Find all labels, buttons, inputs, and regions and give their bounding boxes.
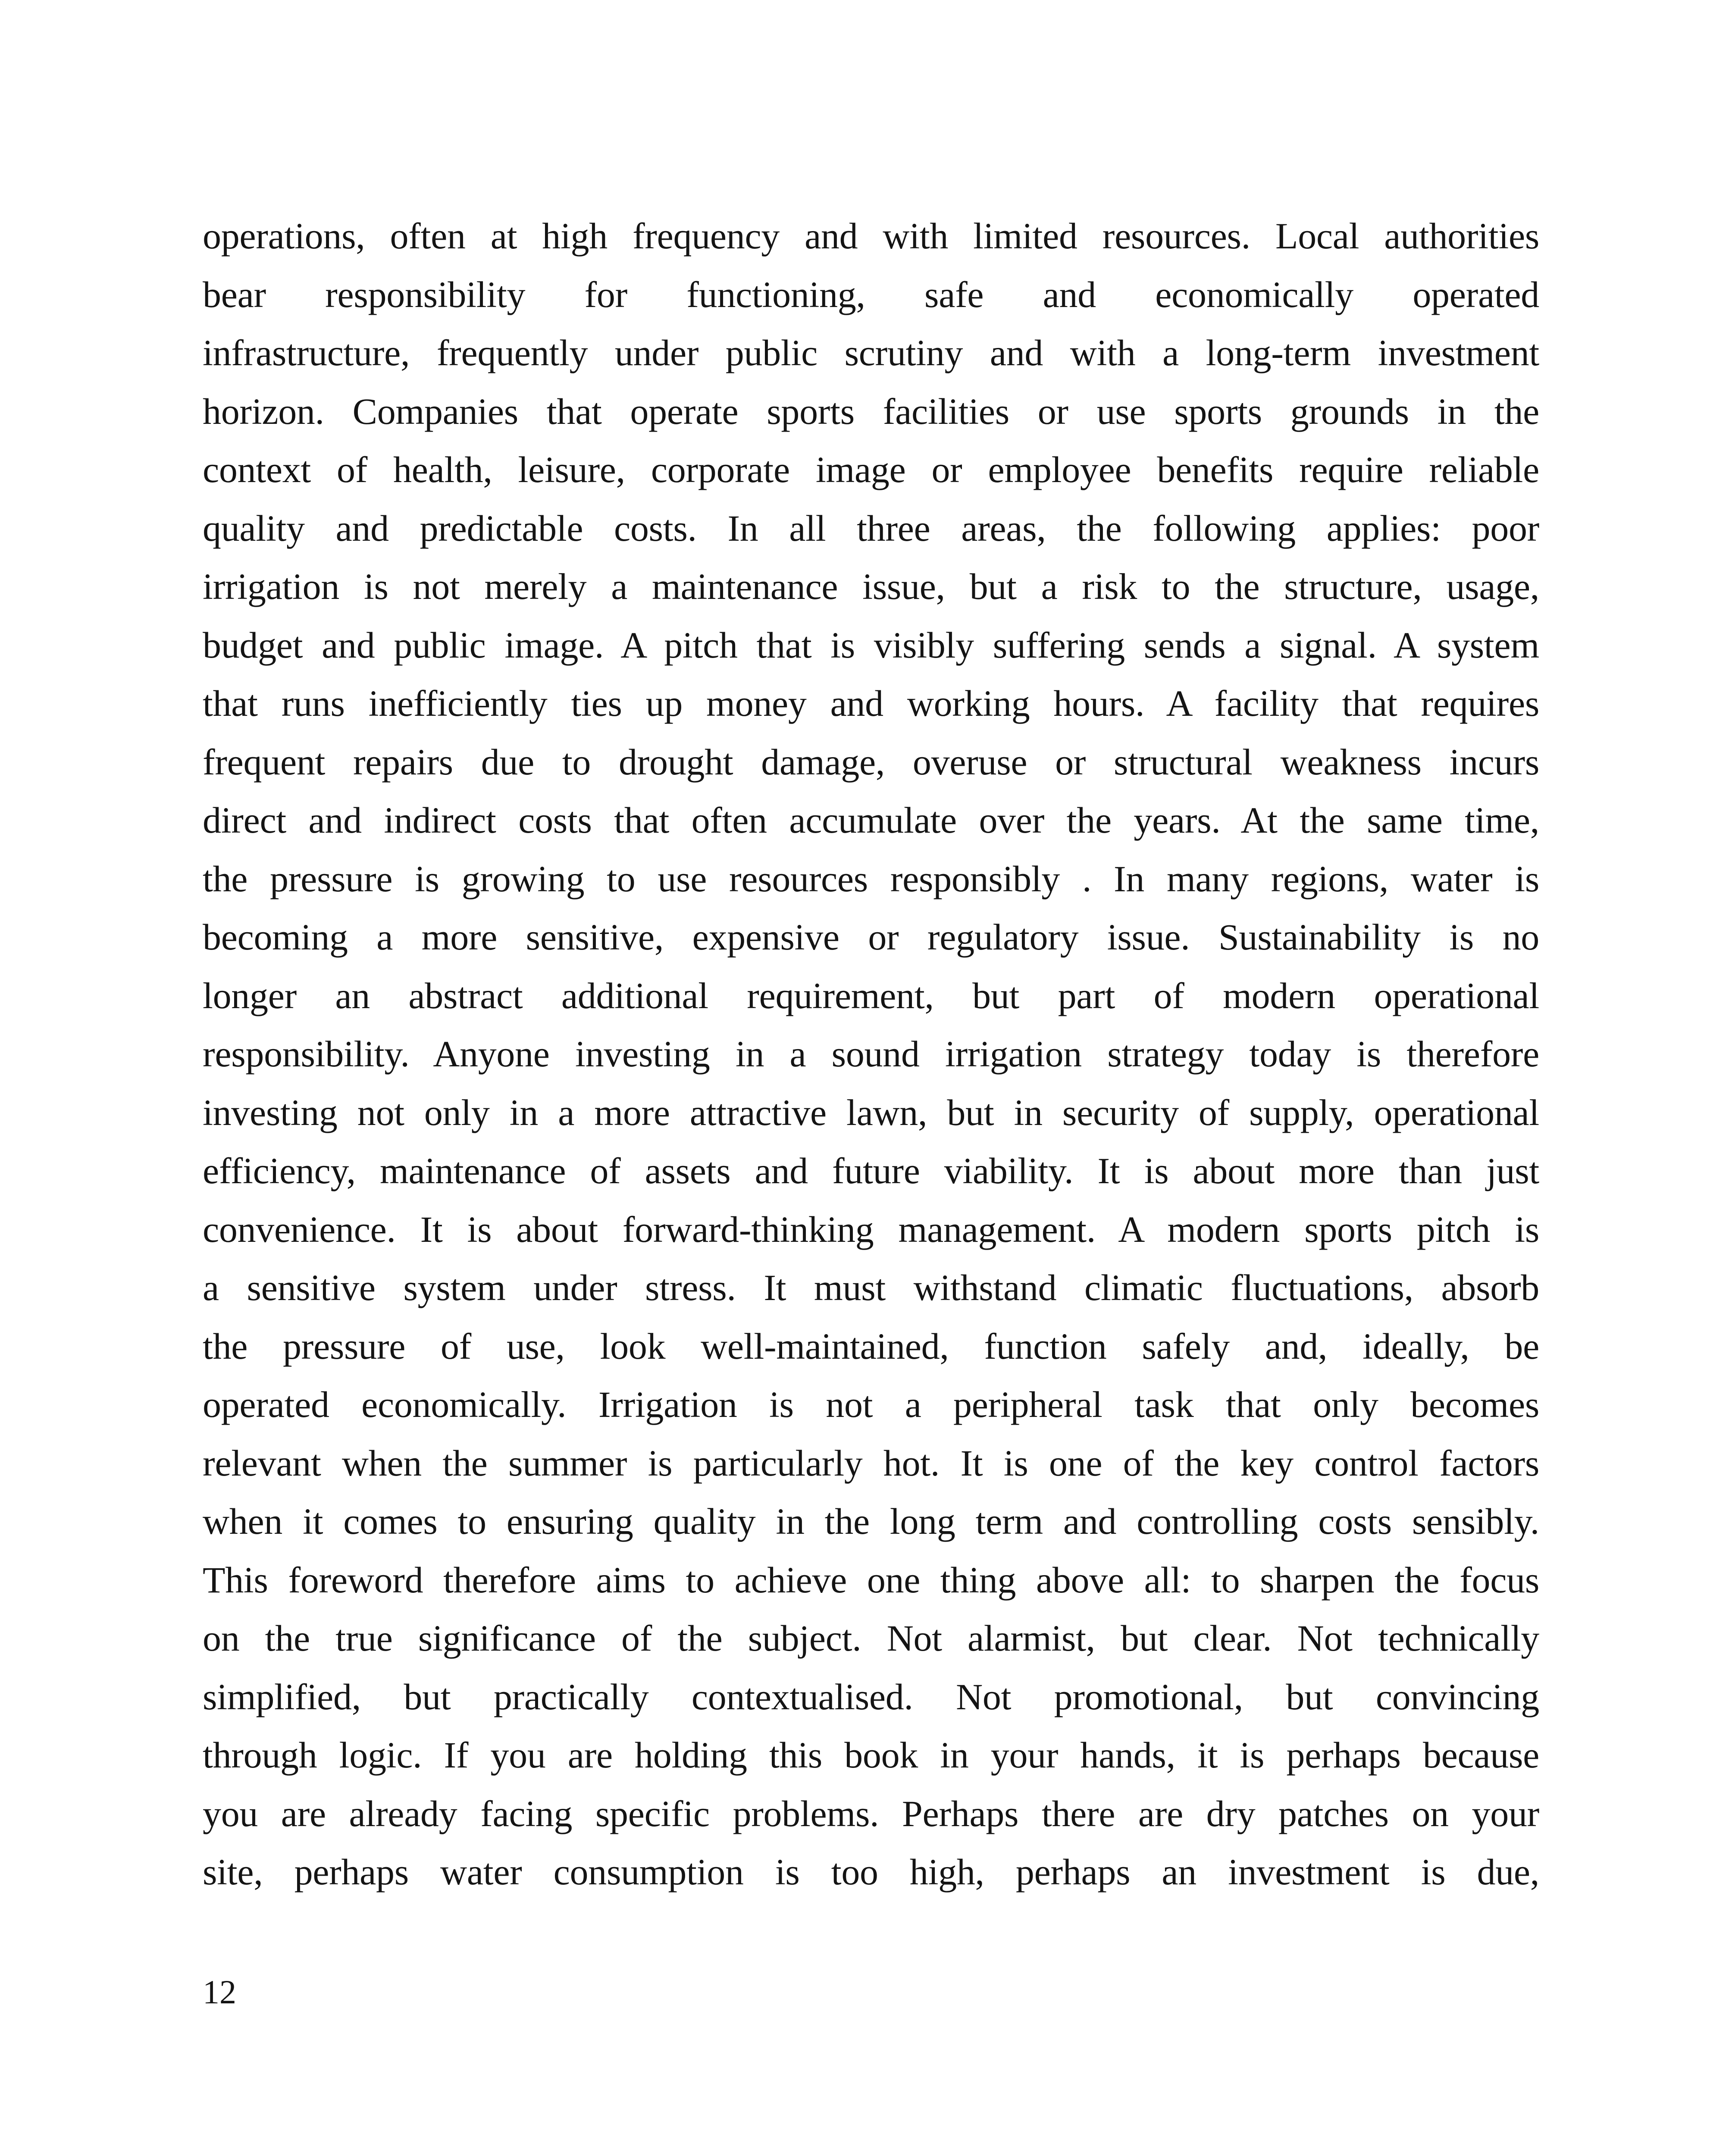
text-line: relevant when the summer is particularly hot. It is one of the key control factors: [203, 1442, 1539, 1484]
text-line: investing not only in a more attractive lawn, but in security of supply, operational: [203, 1091, 1539, 1133]
text-line: horizon. Companies that operate sports facilities or use sports grounds in the: [203, 390, 1539, 432]
text-line: bear responsibility for functioning, safe and economically operated: [203, 273, 1539, 315]
text-line: you are already facing specific problems. Perhaps there are dry patches on your: [203, 1792, 1539, 1834]
text-line: budget and public image. A pitch that is visibly suffering sends a signal. A system: [203, 624, 1539, 666]
text-line: longer an abstract additional requirement, but part of modern operational: [203, 975, 1539, 1016]
text-line: irrigation is not merely a maintenance issue, but a risk to the structure, usage,: [203, 566, 1539, 607]
text-line: site, perhaps water consumption is too high, perhaps an investment is due,: [203, 1851, 1539, 1893]
text-line: operations, often at high frequency and with limited resources. Local authorities: [203, 215, 1539, 257]
text-line: frequent repairs due to drought damage, overuse or structural weakness incurs: [203, 741, 1539, 783]
page-number: 12: [203, 1973, 236, 2011]
text-line: direct and indirect costs that often accumulate over the years. At the same time,: [203, 799, 1539, 841]
text-line: simplified, but practically contextualised. Not promotional, but convincing: [203, 1676, 1539, 1717]
text-line: efficiency, maintenance of assets and future viability. It is about more than just: [203, 1150, 1539, 1191]
text-line: context of health, leisure, corporate image or employee benefits require reliable: [203, 449, 1539, 490]
text-line: becoming a more sensitive, expensive or regulatory issue. Sustainability is no: [203, 916, 1539, 958]
text-line: through logic. If you are holding this book in your hands, it is perhaps because: [203, 1734, 1539, 1776]
text-line: the pressure is growing to use resources responsibly . In many regions, water is: [203, 858, 1539, 899]
text-line: when it comes to ensuring quality in the long term and controlling costs sensibly.: [203, 1501, 1539, 1542]
text-line: operated economically. Irrigation is not a peripheral task that only becomes: [203, 1384, 1539, 1425]
text-line: responsibility. Anyone investing in a sound irrigation strategy today is therefore: [203, 1033, 1539, 1075]
text-line: the pressure of use, look well-maintained, function safely and, ideally, be: [203, 1325, 1539, 1367]
text-line: on the true significance of the subject. Not alarmist, but clear. Not technically: [203, 1617, 1539, 1659]
text-line: This foreword therefore aims to achieve one thing above all: to sharpen the focus: [203, 1559, 1539, 1601]
text-line: convenience. It is about forward-thinking management. A modern sports pitch is: [203, 1208, 1539, 1250]
body-paragraph: [203, 207, 1539, 1902]
text-line: a sensitive system under stress. It must withstand climatic fluctuations, absorb: [203, 1267, 1539, 1308]
text-line: that runs inefficiently ties up money and working hours. A facility that requires: [203, 683, 1539, 724]
text-line: quality and predictable costs. In all three areas, the following applies: poor: [203, 507, 1539, 549]
text-line: infrastructure, frequently under public scrutiny and with a long-term investment: [203, 332, 1539, 373]
